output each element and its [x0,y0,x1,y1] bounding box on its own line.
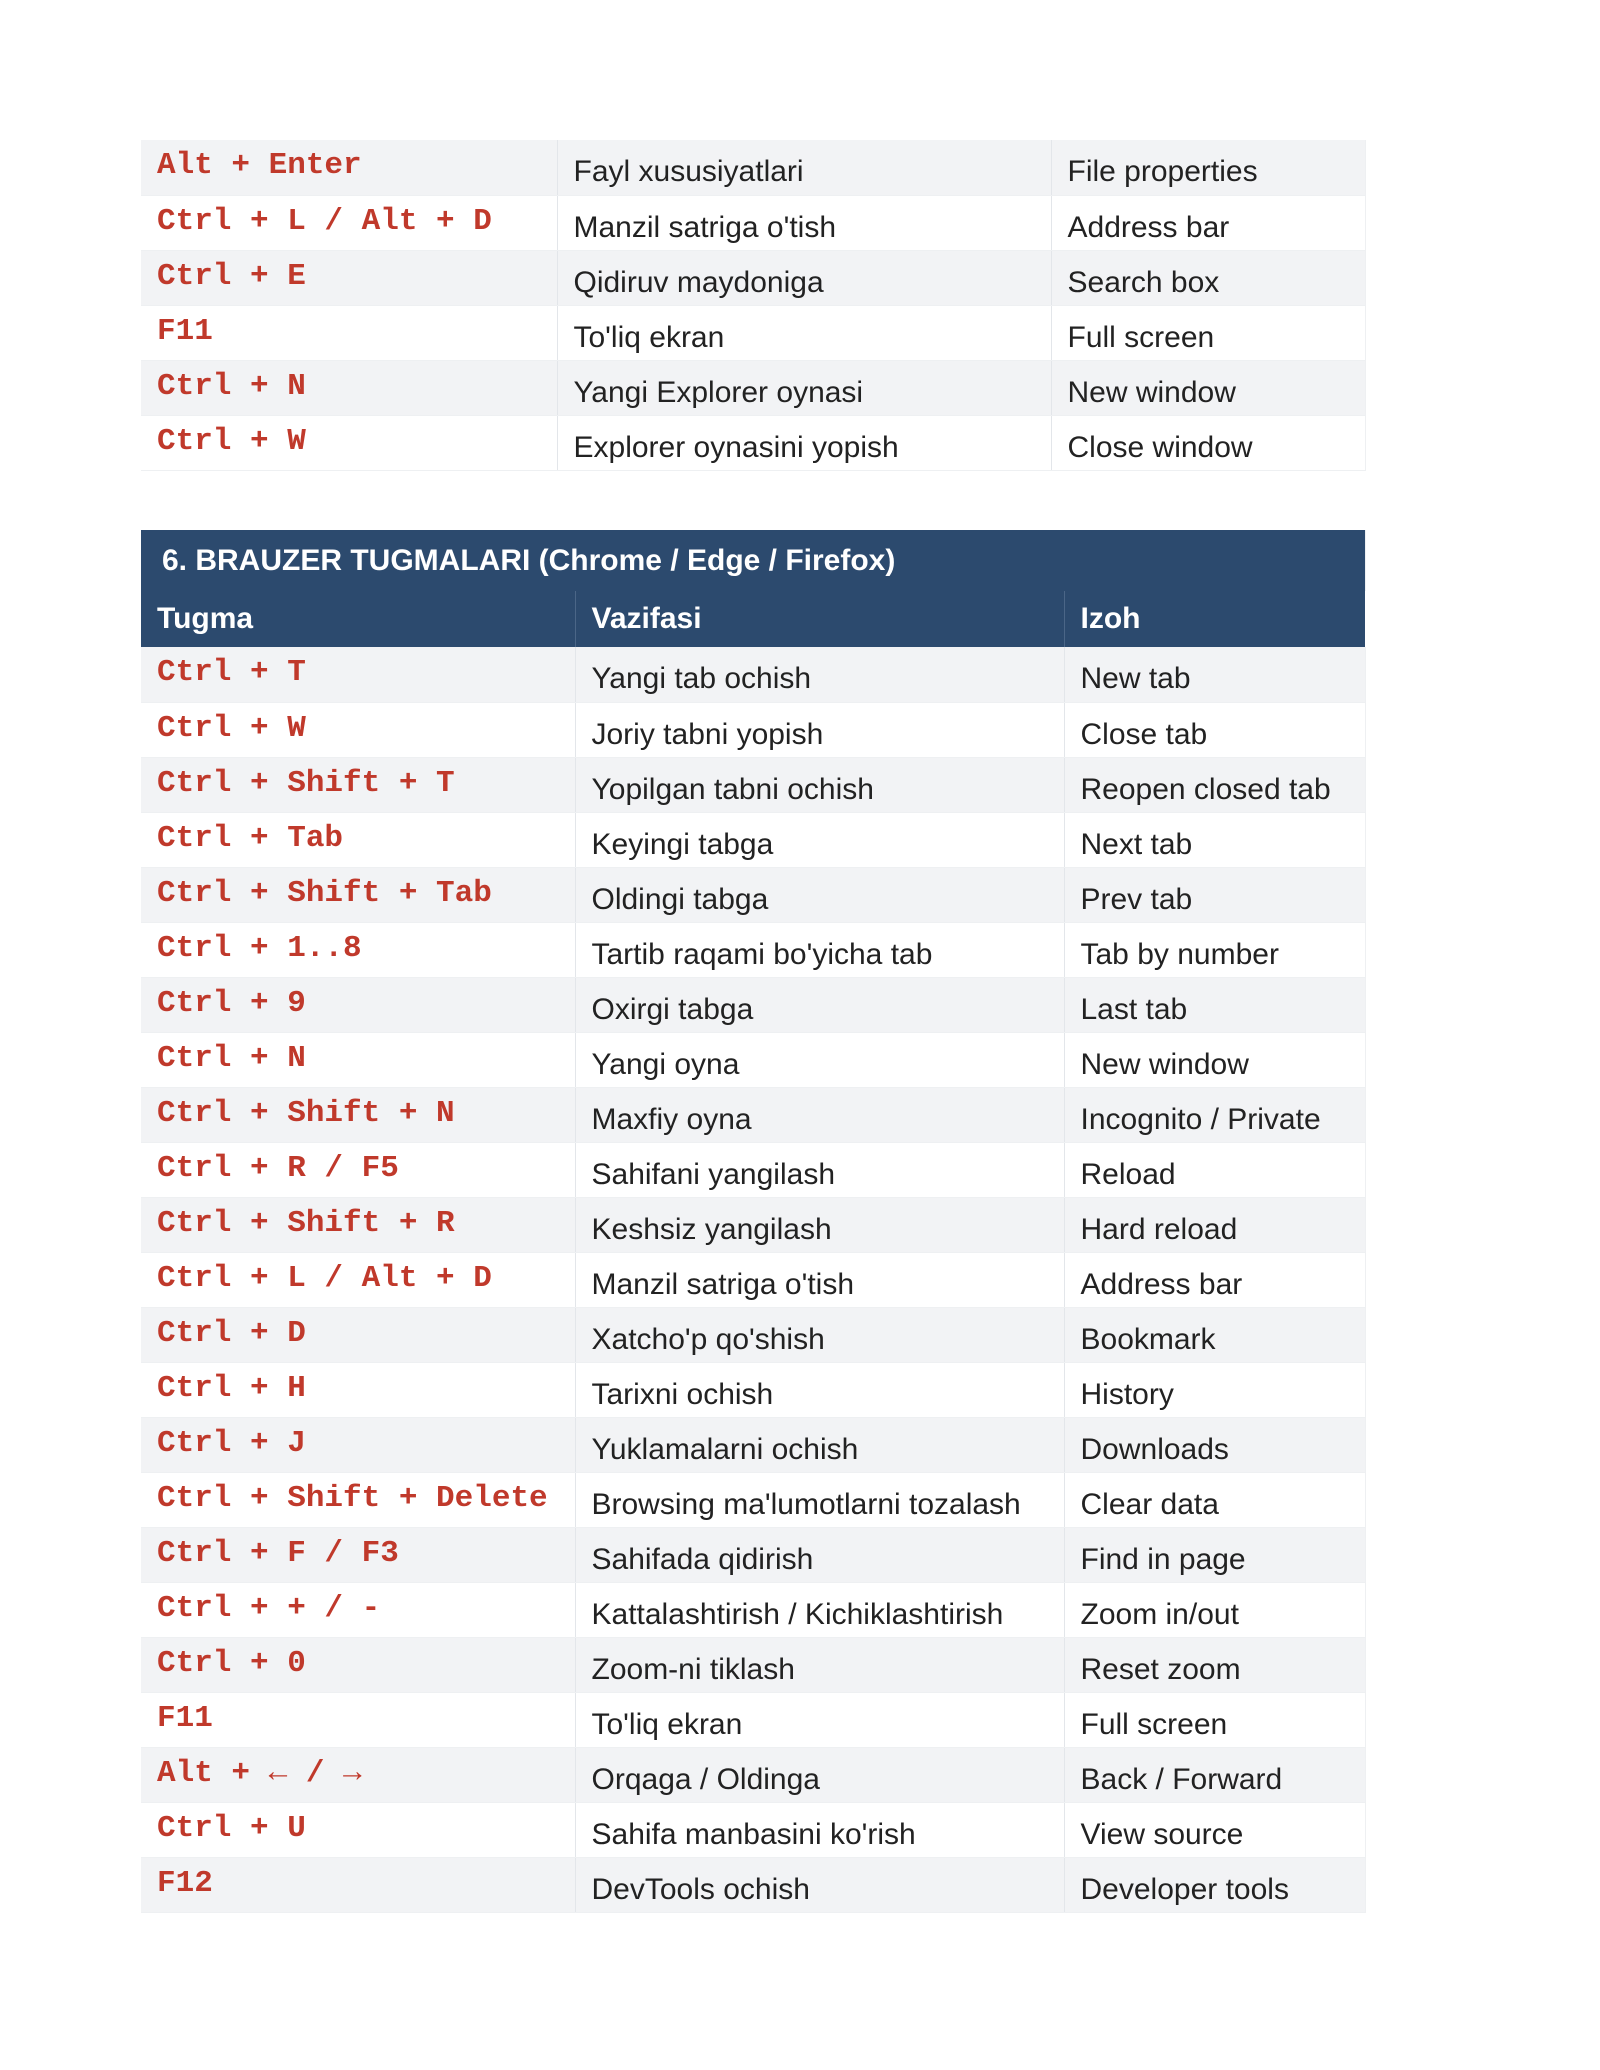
shortcut-key: Ctrl + + / - [141,1582,575,1637]
shortcut-key: Ctrl + D [141,1307,575,1362]
shortcut-note: Full screen [1051,305,1365,360]
section-title: 6. BRAUZER TUGMALARI (Chrome / Edge / Firefox) [141,530,1365,591]
table-row [141,1857,1365,1912]
table-row [141,812,1365,867]
shortcut-key: Ctrl + U [141,1802,575,1857]
shortcut-function: Tarixni ochish [575,1362,1064,1417]
shortcut-note: Clear data [1064,1472,1365,1527]
shortcut-function: Keyingi tabga [575,812,1064,867]
shortcut-function: Zoom-ni tiklash [575,1637,1064,1692]
shortcut-function: Qidiruv maydoniga [557,250,1051,305]
shortcut-note: Incognito / Private [1064,1087,1365,1142]
shortcut-note: Reopen closed tab [1064,757,1365,812]
table-row [141,1747,1365,1802]
shortcut-key: Ctrl + Shift + N [141,1087,575,1142]
table-row [141,415,1365,470]
shortcut-note: Address bar [1064,1252,1365,1307]
shortcut-note: Close tab [1064,702,1365,757]
shortcut-function: Yangi oyna [575,1032,1064,1087]
table-row [141,1142,1365,1197]
shortcut-note: History [1064,1362,1365,1417]
shortcut-key: F12 [141,1857,575,1912]
shortcut-function: Explorer oynasini yopish [557,415,1051,470]
table-row [141,305,1365,360]
table-row [141,1527,1365,1582]
shortcut-key: Ctrl + N [141,1032,575,1087]
shortcut-note: View source [1064,1802,1365,1857]
table-row [141,195,1365,250]
shortcut-key: Ctrl + H [141,1362,575,1417]
shortcut-function: Yopilgan tabni ochish [575,757,1064,812]
table-row [141,1197,1365,1252]
shortcut-note: Full screen [1064,1692,1365,1747]
table-row [141,922,1365,977]
shortcut-function: DevTools ochish [575,1857,1064,1912]
shortcut-function: Oxirgi tabga [575,977,1064,1032]
shortcut-key: Ctrl + L / Alt + D [141,195,557,250]
shortcut-function: Fayl xususiyatlari [557,140,1051,195]
table-row [141,1032,1365,1087]
shortcut-key: Alt + ← / → [141,1747,575,1802]
table-row [141,1252,1365,1307]
shortcut-note: File properties [1051,140,1365,195]
shortcut-key: Ctrl + F / F3 [141,1527,575,1582]
shortcut-key: Ctrl + Shift + Delete [141,1472,575,1527]
table-row [141,867,1365,922]
shortcut-note: Search box [1051,250,1365,305]
table-row [141,1582,1365,1637]
shortcut-key: Ctrl + Shift + T [141,757,575,812]
column-header-key: Tugma [141,591,575,647]
shortcut-key: Ctrl + Tab [141,812,575,867]
shortcut-key: Ctrl + J [141,1417,575,1472]
shortcut-key: F11 [141,1692,575,1747]
shortcut-key: Ctrl + Shift + R [141,1197,575,1252]
table-row [141,647,1365,702]
shortcut-function: To'liq ekran [557,305,1051,360]
shortcut-function: Sahifa manbasini ko'rish [575,1802,1064,1857]
shortcut-key: Ctrl + W [141,702,575,757]
table-row [141,702,1365,757]
shortcut-function: Yangi Explorer oynasi [557,360,1051,415]
shortcut-note: Zoom in/out [1064,1582,1365,1637]
shortcut-note: Next tab [1064,812,1365,867]
browser-shortcuts-table [141,530,1366,1913]
table-row [141,250,1365,305]
table-row [141,1472,1365,1527]
table-row [141,1802,1365,1857]
shortcut-note: Bookmark [1064,1307,1365,1362]
shortcut-key: Alt + Enter [141,140,557,195]
shortcut-key: Ctrl + 0 [141,1637,575,1692]
shortcut-function: Oldingi tabga [575,867,1064,922]
shortcut-function: Joriy tabni yopish [575,702,1064,757]
shortcut-function: Keshsiz yangilash [575,1197,1064,1252]
table-row [141,977,1365,1032]
shortcut-note: Address bar [1051,195,1365,250]
shortcut-key: Ctrl + E [141,250,557,305]
shortcut-note: Reset zoom [1064,1637,1365,1692]
shortcut-key: Ctrl + Shift + Tab [141,867,575,922]
shortcut-key: Ctrl + R / F5 [141,1142,575,1197]
shortcut-note: Prev tab [1064,867,1365,922]
shortcut-key: Ctrl + N [141,360,557,415]
browser-shortcuts-body [141,647,1365,1912]
shortcut-key: Ctrl + L / Alt + D [141,1252,575,1307]
shortcut-function: To'liq ekran [575,1692,1064,1747]
column-header-function: Vazifasi [575,591,1064,647]
table-row [141,1307,1365,1362]
shortcut-note: Close window [1051,415,1365,470]
table-row [141,757,1365,812]
table-row [141,1637,1365,1692]
shortcut-function: Browsing ma'lumotlarni tozalash [575,1472,1064,1527]
column-header-note: Izoh [1064,591,1365,647]
column-header-row [141,591,1365,647]
shortcut-key: Ctrl + 9 [141,977,575,1032]
shortcut-note: Find in page [1064,1527,1365,1582]
table-row [141,1362,1365,1417]
shortcut-note: Last tab [1064,977,1365,1032]
shortcut-function: Maxfiy oyna [575,1087,1064,1142]
explorer-shortcuts-body [141,140,1365,470]
shortcut-note: Downloads [1064,1417,1365,1472]
shortcut-note: Tab by number [1064,922,1365,977]
shortcut-key: Ctrl + 1..8 [141,922,575,977]
section-title-row [141,530,1365,591]
shortcut-key: F11 [141,305,557,360]
shortcut-note: Reload [1064,1142,1365,1197]
table-row [141,1087,1365,1142]
shortcut-note: Developer tools [1064,1857,1365,1912]
shortcut-function: Yangi tab ochish [575,647,1064,702]
shortcut-function: Yuklamalarni ochish [575,1417,1064,1472]
shortcut-function: Tartib raqami bo'yicha tab [575,922,1064,977]
shortcut-note: Back / Forward [1064,1747,1365,1802]
shortcut-function: Sahifada qidirish [575,1527,1064,1582]
shortcut-function: Manzil satriga o'tish [575,1252,1064,1307]
shortcut-note: Hard reload [1064,1197,1365,1252]
shortcut-note: New tab [1064,647,1365,702]
shortcut-function: Sahifani yangilash [575,1142,1064,1197]
table-row [141,1417,1365,1472]
shortcut-function: Xatcho'p qo'shish [575,1307,1064,1362]
shortcut-note: New window [1051,360,1365,415]
explorer-shortcuts-table [141,140,1366,471]
table-row [141,140,1365,195]
table-row [141,1692,1365,1747]
shortcut-function: Orqaga / Oldinga [575,1747,1064,1802]
shortcut-key: Ctrl + W [141,415,557,470]
shortcut-function: Kattalashtirish / Kichiklashtirish [575,1582,1064,1637]
table-row [141,360,1365,415]
shortcut-key: Ctrl + T [141,647,575,702]
shortcut-function: Manzil satriga o'tish [557,195,1051,250]
shortcut-note: New window [1064,1032,1365,1087]
